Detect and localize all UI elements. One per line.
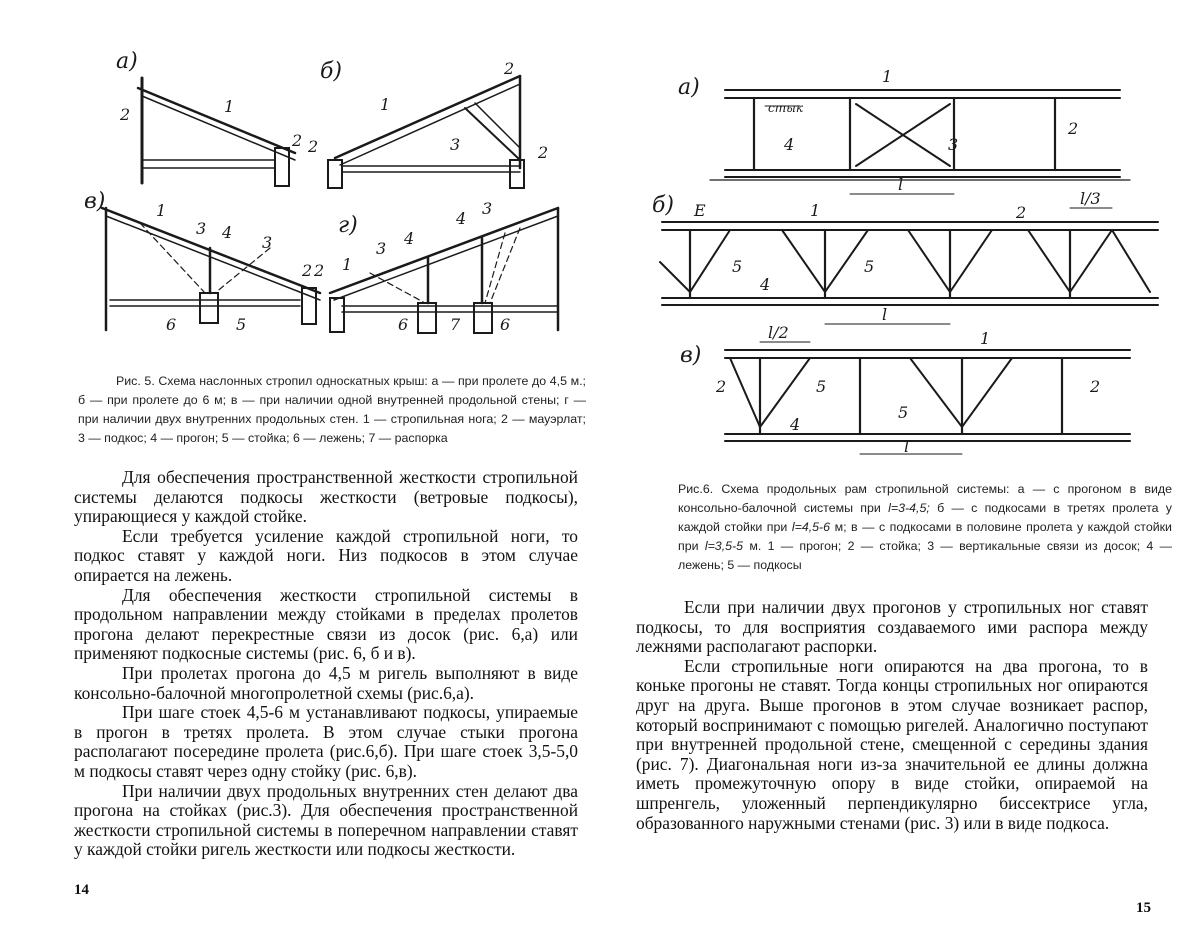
fig5a-label-1: 1 (224, 97, 235, 116)
fig5b-wall-right-base (510, 160, 524, 188)
fig6v-label-2b: 2 (1090, 377, 1101, 396)
left-paragraph: Для обеспечения жесткости стропильной системы в продольном направлении между стойками в пределах пролетов прогона делают перекрестные связи из досок (рис. 6,а) или применяют подкосные системы (рис. 6, б и в). (74, 584, 578, 664)
fig5-label-g: г) (338, 213, 358, 238)
fig6v-label-l2: l/2 (768, 323, 789, 342)
fig6v-label-l: l (904, 437, 910, 456)
fig5g-label-3: 3 (376, 239, 387, 258)
left-paragraph: Если требуется усиление каждой стропильной ноги, то подкос ставят у каждой ноги. Низ подкосов в этом случае опирается на лежень. (74, 525, 578, 585)
caption-text: Рис.6. Схема продольных рам стропильной системы: а — с прогоном в виде консольно-балочной системы при (678, 482, 1172, 515)
fig5g-brace-dashed-2 (485, 233, 505, 303)
figure-6 (650, 62, 1170, 462)
fig5a-wall-right (275, 148, 289, 186)
fig6b-brace-5 (1112, 230, 1150, 292)
fig6a-label-2: 2 (1068, 119, 1079, 138)
right-paragraph: Если при наличии двух прогонов у стропильных ног ставят подкосы, то для восприятия создаваемого ими распора между лежнями располагают распорки. (636, 597, 1148, 657)
page-number-left: 14 (74, 882, 89, 898)
fig6-label-b: б) (652, 193, 675, 218)
fig5v-label-3: 3 (196, 219, 207, 238)
fig5g-label-4: 4 (404, 229, 415, 248)
fig6b-label-1: 1 (810, 201, 821, 220)
fig6a-label-joint: стык (768, 101, 804, 115)
left-paragraph: При пролетах прогона до 4,5 м ригель выполняют в виде консольно-балочной многопролетной схемы (рис.6,а). (74, 662, 578, 703)
figure-6-drawing (650, 62, 1170, 462)
fig5v-inner-wall (200, 293, 218, 323)
fig5-label-b: б) (320, 59, 343, 84)
fig6b-label-5b: 5 (864, 257, 875, 276)
caption-text: б — с подкосами в третях пролета у каждой стойки при (678, 501, 1172, 534)
fig5b-wall-left (328, 160, 342, 188)
fig5b-label-1: 1 (380, 95, 391, 114)
fig6v-brace-1 (730, 358, 760, 427)
fig6v-label-5b: 5 (898, 403, 909, 422)
left-body-text (74, 468, 578, 860)
caption-text: м; в — с подкосами в половине пролета у каждой стойки при (678, 520, 1172, 553)
caption-formula: l=4,5-6 (791, 520, 831, 534)
fig5v-rafter-inner (106, 216, 320, 300)
fig6-label-a: а) (678, 75, 700, 100)
fig5g-label-4b: 4 (456, 209, 467, 228)
caption-formula: l=3-4,5; (888, 501, 930, 515)
fig6v-brace-2 (760, 358, 810, 427)
fig5-label-v: в) (84, 189, 106, 214)
fig5g-wall-left (330, 298, 344, 332)
fig5g-label-6b: 6 (500, 315, 511, 334)
caption-text: м. 1 — прогон; 2 — стойка; 3 — вертикальные связи из досок; 4 — лежень; 5 — подкосы (678, 539, 1172, 572)
fig6v-label-2: 2 (716, 377, 727, 396)
fig5a-label-2b: 2 (292, 131, 303, 150)
fig6b-label-4: 4 (760, 275, 771, 294)
fig5g-inner-wall-1 (418, 303, 436, 333)
figure-5 (80, 48, 580, 348)
fig5b-rafter-inner (340, 84, 520, 165)
fig6b-label-l: l (882, 305, 888, 324)
fig5b-label-2b: 2 (308, 137, 319, 156)
fig6b-label-l3: l/3 (1080, 189, 1101, 208)
fig5-label-a: а) (116, 49, 138, 74)
fig6v-label-1: 1 (980, 329, 991, 348)
fig6b-brace-1 (660, 230, 730, 292)
figure-5-caption: Рис. 5. Схема наслонных стропил односкатных крыш: а — при пролете до 4,5 м.; б — при пролете до 6 м; в — при наличии одной внутренней продольной стены; г — при наличии двух внутренних продольных стен. 1 — стропильная нога; 2 — мауэрлат; 3 — подкос; 4 — прогон; 5 — стойка; 6 — лежень; 7 — распорка (78, 374, 586, 445)
fig6v-label-4: 4 (790, 415, 801, 434)
right-page (600, 0, 1200, 940)
right-body-text (636, 598, 1148, 833)
fig5g-rafter-inner (334, 216, 558, 300)
fig5v-label-6: 6 (166, 315, 177, 334)
caption-formula: l=3,5-5 (704, 539, 744, 553)
fig6b-label-2: 2 (1016, 203, 1027, 222)
fig5g-label-7: 7 (450, 315, 461, 334)
fig5v-label-5: 5 (236, 315, 247, 334)
left-paragraph: Для обеспечения пространственной жесткости стропильной системы делаются подкосы жесткости (ветровые подкосы), упирающиеся у каждой стойке. (74, 467, 578, 527)
fig6a-label-3: 3 (948, 135, 959, 154)
fig5g-label-1: 1 (342, 255, 353, 274)
fig5b-rafter (335, 76, 520, 158)
page-number-right: 15 (1136, 900, 1151, 916)
fig6v-label-5: 5 (816, 377, 827, 396)
figure-5-drawing (80, 48, 580, 348)
fig5b-label-2c: 2 (538, 143, 549, 162)
fig5b-label-2: 2 (504, 59, 515, 78)
fig6a-label-1: 1 (882, 67, 893, 86)
right-paragraph: Если стропильные ноги опираются на два прогона, то в коньке прогоны не ставят. Тогда концы стропильных ног опираются друг на друга. Выше прогонов в этом случае возникает распор, который воспринимают с помощью ригелей. Аналогично поступают при внутренней продольной стене, смещенной с середины здания (рис. 7). Диагональная ноги из-за значительной ее длины должна иметь промежуточную опору в виде стойки, опираемой на шпренгель, уложенный перпендикулярно биссектрисе угла, образованного наружными стенами (рис. 3) или в виде подкоса. (636, 655, 1148, 833)
fig5g-label-6: 6 (398, 315, 409, 334)
fig6a-label-l: l (898, 175, 904, 194)
fig5v-label-1: 1 (156, 201, 167, 220)
fig5g-brace-dashed-1 (370, 273, 425, 303)
fig5v-label-4: 4 (222, 223, 233, 242)
fig5b-brace-2 (475, 103, 520, 148)
fig5b-label-3: 3 (450, 135, 461, 154)
fig5a-rafter (138, 88, 295, 153)
fig5b-brace (465, 108, 520, 160)
fig5a-rafter-inner (142, 96, 295, 160)
fig5v-label-3b: 3 (262, 233, 273, 252)
fig6a-label-4: 4 (784, 135, 795, 154)
fig5v-label-2: 2 (302, 261, 313, 280)
fig5v-label-2b: 2 (314, 261, 325, 280)
left-paragraph: При наличии двух продольных внутренних стен делают два прогона на стойках (рис.3). Для обеспечения пространственной жесткости стропильной системы в поперечном направлении ставят у каждой стойки ригель жесткости или подкосы жесткости. (74, 780, 578, 860)
fig5a-label-2: 2 (120, 105, 131, 124)
fig6-label-v: в) (680, 343, 702, 368)
left-paragraph: При шаге стоек 4,5-6 м устанавливают подкосы, упираемые в прогон в третях пролета. В этом случае стыки прогона располагают посередине пролета (рис.6,б). При шаге стоек 3,5-5,0 м подкосы ставят через одну стойку (рис. 6,в). (74, 702, 578, 781)
fig5g-inner-wall-2 (474, 303, 492, 333)
figure-6-caption (678, 480, 1172, 575)
fig6b-label-5: 5 (732, 257, 743, 276)
fig5g-rafter (330, 208, 558, 293)
fig6b-label-E: Е (694, 201, 706, 220)
fig5g-label-3b: 3 (482, 199, 493, 218)
